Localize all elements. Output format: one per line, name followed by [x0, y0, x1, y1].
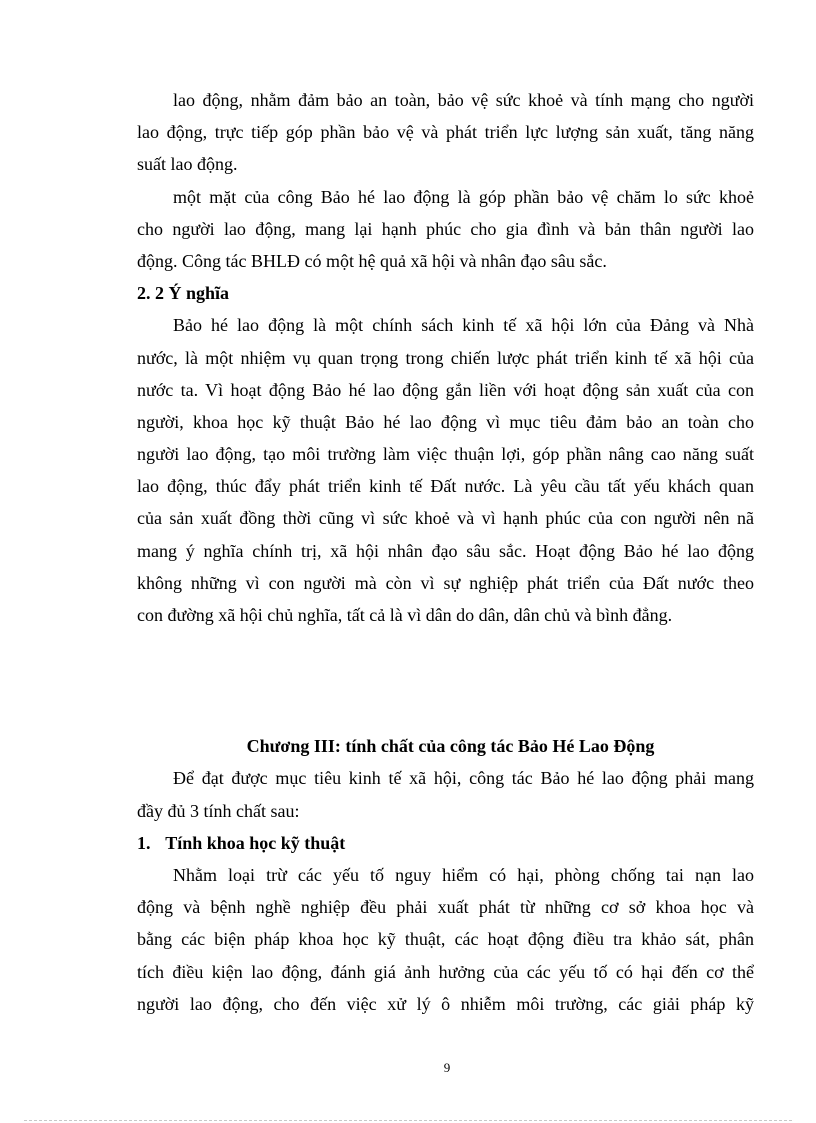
- paragraph-line: động và bệnh nghề nghiệp đều phải xuất phát từ những cơ sở khoa học và: [137, 897, 754, 918]
- paragraph-line: Nhằm loại trừ các yếu tố nguy hiểm có hại, phòng chống tai nạn lao: [173, 864, 754, 885]
- paragraph-line: một mặt của công Bảo hé lao động là góp phần bảo vệ chăm lo sức khoẻ: [173, 186, 754, 207]
- page-content: [137, 84, 754, 1020]
- numbered-heading: [137, 827, 754, 859]
- section-2-2: [137, 277, 754, 631]
- paragraph-2: [137, 181, 754, 278]
- paragraph-line: Để đạt được mục tiêu kinh tế xã hội, công tác Bảo hé lao động phải mang: [173, 768, 754, 789]
- paragraph-line: nước ta. Vì hoạt động Bảo hé lao động gắn liền với hoạt động sản xuất của con: [137, 379, 754, 400]
- section-heading: 2. 2 Ý nghĩa: [137, 283, 230, 304]
- page-number: 9: [443, 1060, 451, 1075]
- paragraph-line: nước, là một nhiệm vụ quan trọng trong chiến lược phát triển kinh tế xã hội của: [137, 347, 754, 368]
- paragraph-line: người lao động, cho đến việc xử lý ô nhiễm môi trường, các giải pháp kỹ: [137, 993, 754, 1014]
- paragraph-line: con đường xã hội chủ nghĩa, tất cả là vì dân do dân, dân chủ và bình đẳng.: [137, 605, 673, 625]
- paragraph-line: lao động, thúc đẩy phát triển kinh tế Đất nước. Là yêu cầu tất yếu khách quan: [137, 476, 754, 497]
- chapter-spacer: [137, 631, 754, 730]
- paragraph-line: người lao động, tạo môi trường làm việc thuận lợi, góp phần nâng cao năng suất: [137, 444, 754, 465]
- paragraph-line: suất lao động.: [137, 154, 238, 175]
- item-heading: Tính khoa học kỹ thuật: [165, 832, 346, 853]
- chapter-3: [137, 730, 754, 1020]
- paragraph-line: của sản xuất đồng thời cũng vì sức khoẻ và vì hạnh phúc của con người nên nã: [137, 508, 754, 529]
- paragraph-line: đầy đủ 3 tính chất sau:: [137, 800, 300, 821]
- paragraph-1: [137, 84, 754, 181]
- paragraph-line: lao động, trực tiếp góp phần bảo vệ và phát triển lực lượng sản xuất, tăng năng: [137, 122, 754, 143]
- paragraph-line: Bảo hé lao động là một chính sách kinh tế xã hội lớn của Đảng và Nhà: [173, 315, 754, 336]
- paragraph-line: tích điều kiện lao động, đánh giá ảnh hưởng của các yếu tố có hại đến cơ thể: [137, 961, 754, 982]
- paragraph-line: không những vì con người mà còn vì sự nghiệp phát triển của Đất nước theo: [137, 572, 754, 593]
- chapter-title: Chương III: tính chất của công tác Bảo Hé Lao Động: [246, 736, 655, 757]
- paragraph-line: mang ý nghĩa chính trị, xã hội nhân đạo sâu sắc. Hoạt động Bảo hé lao động: [137, 540, 754, 561]
- paragraph-line: cho người lao động, mang lại hạnh phúc cho gia đình và bản thân người lao: [137, 218, 754, 239]
- paragraph-line: bằng các biện pháp khoa học kỹ thuật, các hoạt động điều tra khảo sát, phân: [137, 929, 754, 950]
- paragraph-line: lao động, nhằm đảm bảo an toàn, bảo vệ sức khoẻ và tính mạng cho người: [173, 90, 754, 110]
- paragraph-line: người, khoa học kỹ thuật Bảo hé lao động vì mục tiêu đảm bảo an toàn cho: [137, 411, 754, 432]
- item-number: 1.: [137, 832, 151, 853]
- paragraph-line: động. Công tác BHLĐ có một hệ quả xã hội và nhân đạo sâu sắc.: [137, 250, 607, 271]
- page-bottom-rule: [24, 1120, 792, 1121]
